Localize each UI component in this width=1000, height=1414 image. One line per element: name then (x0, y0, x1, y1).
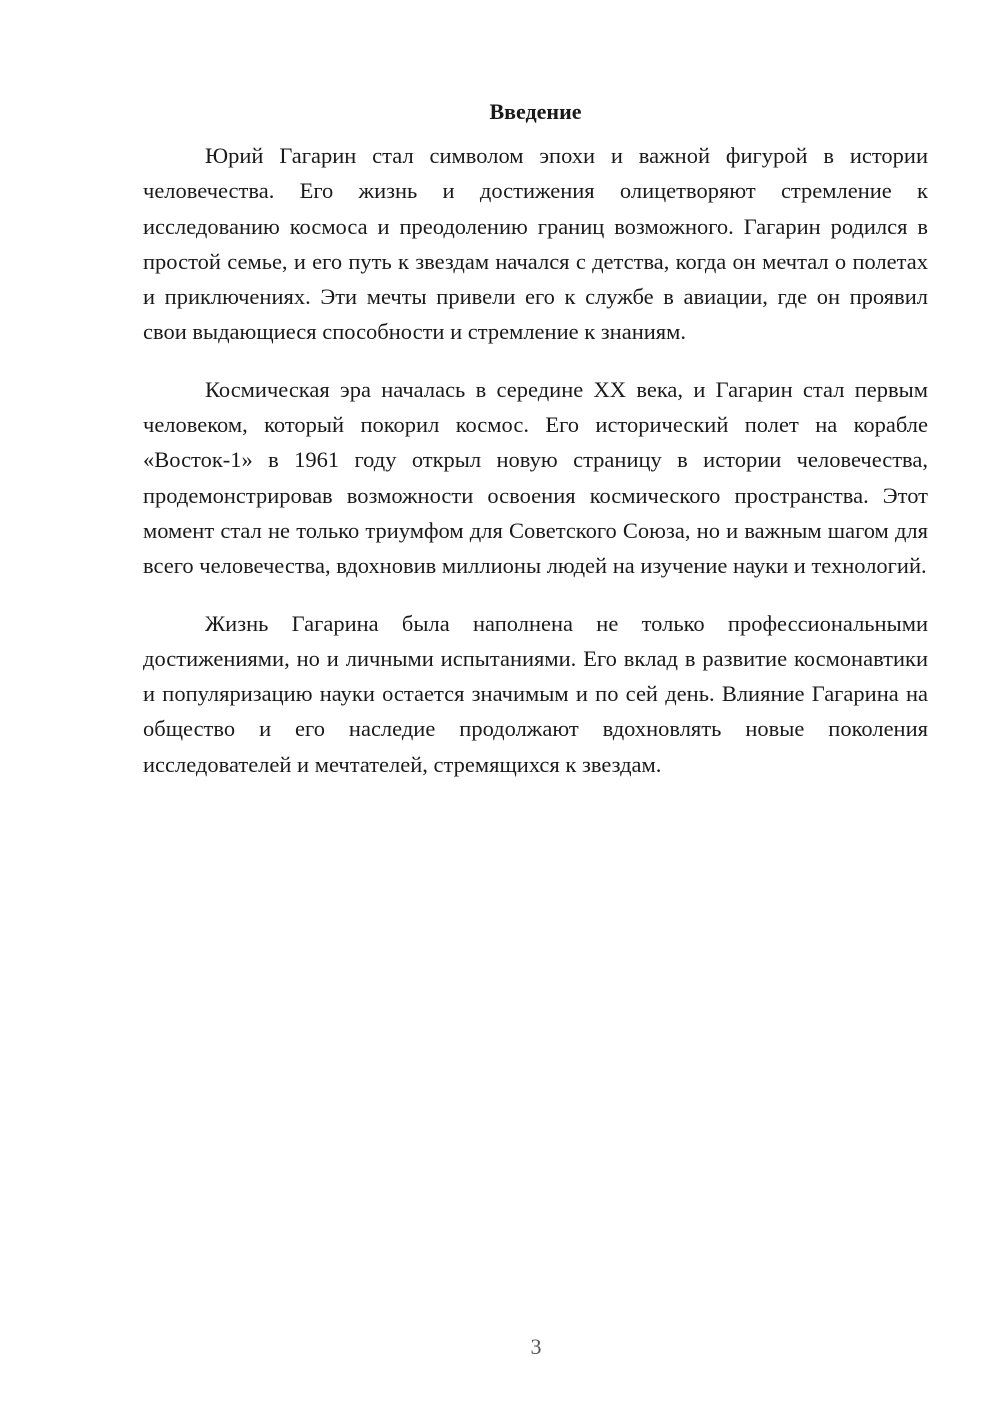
page-content (143, 96, 928, 804)
section-title: Введение (489, 99, 582, 124)
paragraph-3: Жизнь Гагарина была наполнена не только профессиональными достижениями, но и личными испытаниями. Его вклад в развитие космонавтики и популяризацию науки остается значимым и по сей день. Влияние Гагарина на общество и его наследие продолжают вдохновлять новые поколения исследователей и мечтателей, стремящихся к звездам. (143, 610, 928, 777)
paragraph-1: Юрий Гагарин стал символом эпохи и важной фигурой в истории человечества. Его жизнь и достижения олицетворяют стремление к исследованию космоса и преодолению границ возможного. Гагарин родился в простой семье, и его путь к звездам начался с детства, когда он мечтал о полетах и приключениях. Эти мечты привели его к службе в авиации, где он проявил свои выдающиеся способности и стремление к знаниям. (143, 143, 928, 345)
page-number: 3 (530, 1334, 542, 1359)
paragraph-2: Космическая эра началась в середине XX века, и Гагарин стал первым человеком, который покорил космос. Его исторический полет на корабле «Восток-1» в 1961 году открыл новую страницу в истории человечества, продемонстрировав возможности освоения космического пространства. Этот момент стал не только триумфом для Советского Союза, но и важным шагом для всего человечества, вдохновив миллионы людей на изучение науки и технологий. (143, 376, 928, 579)
